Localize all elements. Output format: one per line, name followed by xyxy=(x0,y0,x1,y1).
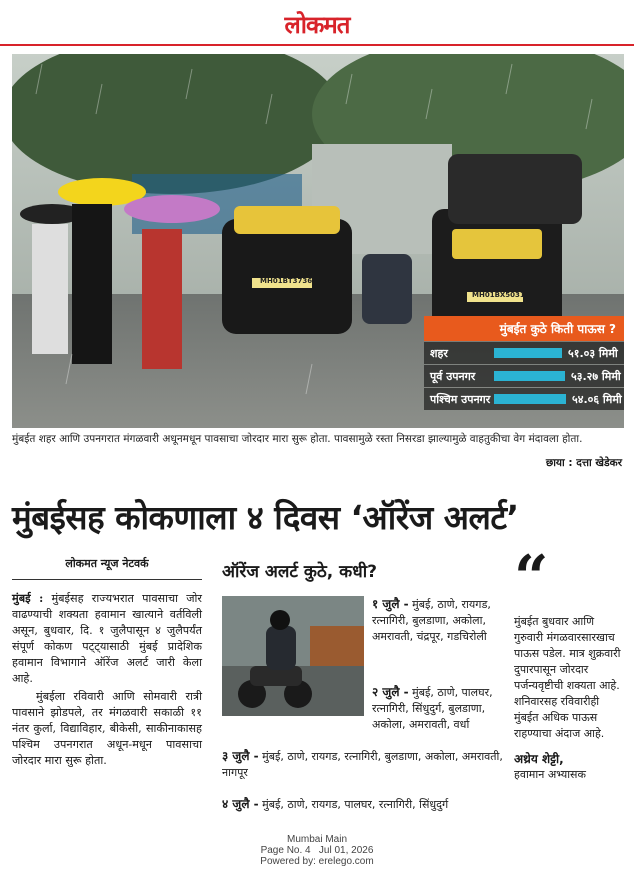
rainfall-stat-label: पश्चिम उपनगर xyxy=(430,392,491,406)
rainfall-stat-row xyxy=(424,388,624,410)
photo-caption: मुंबईत शहर आणि उपनगरात मंगळवारी अधूनमधून पावसाचा जोरदार मारा सुरू होता. पावसामुळे रस्ता निसरडा झाल्यामुळे वाहतुकीचा वेग मंदावला होता. xyxy=(12,433,583,445)
taxi-plate-left: MH01BT3736 xyxy=(260,277,313,285)
alerts-title: ऑरेंज अलर्ट कुठे, कधी? xyxy=(222,562,377,582)
lokmat-logo: लोकमत xyxy=(284,10,350,39)
article-paragraph-2: मुंबईला रविवारी आणि सोमवारी रात्री पावसाने झोडपले, तर मंगळवारी सकाळी ११ नंतर कुर्ला, विद्याविहार, बीकेसी, साकीनाकासह पश्चिम उपनगरात अधून-मधून पावसाचा जोरदार मारा सुरू होता. xyxy=(12,690,202,767)
byline: लोकमत न्यूज नेटवर्क xyxy=(12,556,202,580)
article-paragraph-1: मुंबई : मुंबईसह राज्यभरात पावसाचा जोर वाढण्याची शक्यता हवामान खात्याने वर्तविली असून, बुधवार, दि. १ जुलैपासून ४ जुलैपर्यंत संपूर्ण कोकण पट्ट्यासाठी मुंबई प्रादेशिक हवामान विभागाने ऑरेंज अलर्ट जारी केला आहे. xyxy=(12,591,202,685)
masthead-rule xyxy=(0,44,634,46)
quote-text: मुंबईत बुधवार आणि गुरुवारी मंगळवारसारखाच पाऊस पडेल. मात्र शुक्रवारी दुपारपासून जोरदार पर्जन्यवृष्टीची शक्यता आहे. शनिवारसह रविवारीही मुंबईत अधिक पाऊस राहण्याचा अंदाज आहे. xyxy=(514,615,621,740)
alert-date: २ जुलै - xyxy=(372,685,409,699)
footer-powered-by[interactable]: Powered by: erelego.com xyxy=(260,856,374,867)
quote-author-role: हवामान अभ्यासक xyxy=(514,768,586,781)
alert-places: मुंबई, ठाणे, रायगड, पालघर, रत्नागिरी, सिंधुदुर्ग xyxy=(258,798,449,811)
rain-street-photo xyxy=(12,54,624,428)
alert-places: मुंबई, ठाणे, रायगड, रत्नागिरी, बुलडाणा, अकोला, अमरावती, नागपूर xyxy=(222,750,503,779)
rainfall-stat-value: ५४.०६ मिमी xyxy=(572,392,622,406)
alert-date: १ जुलै - xyxy=(372,597,409,611)
rainfall-stat-value: ५१.०३ मिमी xyxy=(568,346,618,360)
rainfall-stat-label: शहर xyxy=(430,346,448,360)
expert-quote xyxy=(514,543,626,782)
rainfall-stat-bar xyxy=(494,394,566,404)
alert-item xyxy=(372,596,504,645)
taxi-plate-right: MH01BX5031 xyxy=(472,291,525,299)
page-footer xyxy=(0,834,634,867)
quote-author: अथ्रेय शेट्टी, xyxy=(514,752,564,766)
orange-alert-box xyxy=(222,556,504,811)
rainfall-stats-box xyxy=(424,316,624,410)
rainfall-stats-title: मुंबईत कुठे किती पाऊस ? xyxy=(424,316,624,341)
alert-item xyxy=(222,684,504,733)
headline: मुंबईसह कोकणाला ४ दिवस ‘ऑरेंज अलर्ट’ xyxy=(12,498,519,537)
rainfall-stat-label: पूर्व उपनगर xyxy=(430,369,476,383)
masthead xyxy=(0,0,634,46)
rainfall-stat-bar xyxy=(494,348,562,358)
rainfall-stat-value: ५३.२७ मिमी xyxy=(571,369,621,383)
article-body xyxy=(12,556,202,769)
dateline: मुंबई : xyxy=(12,591,44,605)
rainfall-stat-row xyxy=(424,365,624,387)
alert-item xyxy=(222,748,504,781)
quote-mark-icon: “ xyxy=(514,543,549,613)
rainfall-stat-bar xyxy=(494,371,565,381)
alert-date: ३ जुलै - xyxy=(222,749,259,763)
alert-item xyxy=(222,796,504,813)
footer-edition: Mumbai Main xyxy=(286,834,348,845)
alert-places: मुंबई, ठाणे, पालघर, रत्नागिरी, सिंधुदुर्ग, बुलडाणा, अकोला, अमरावती, वर्धा xyxy=(372,686,493,731)
footer-page: Page No. 4 Jul 01, 2026 xyxy=(260,845,374,856)
rainfall-stat-row xyxy=(424,342,624,364)
alert-places: मुंबई, ठाणे, रायगड, रत्नागिरी, बुलडाणा, अकोला, अमरावती, चंद्रपूर, गडचिरोली xyxy=(372,598,491,643)
alert-date: ४ जुलै - xyxy=(222,797,259,811)
photo-credit: छाया : दत्ता खेडेकर xyxy=(545,457,622,469)
